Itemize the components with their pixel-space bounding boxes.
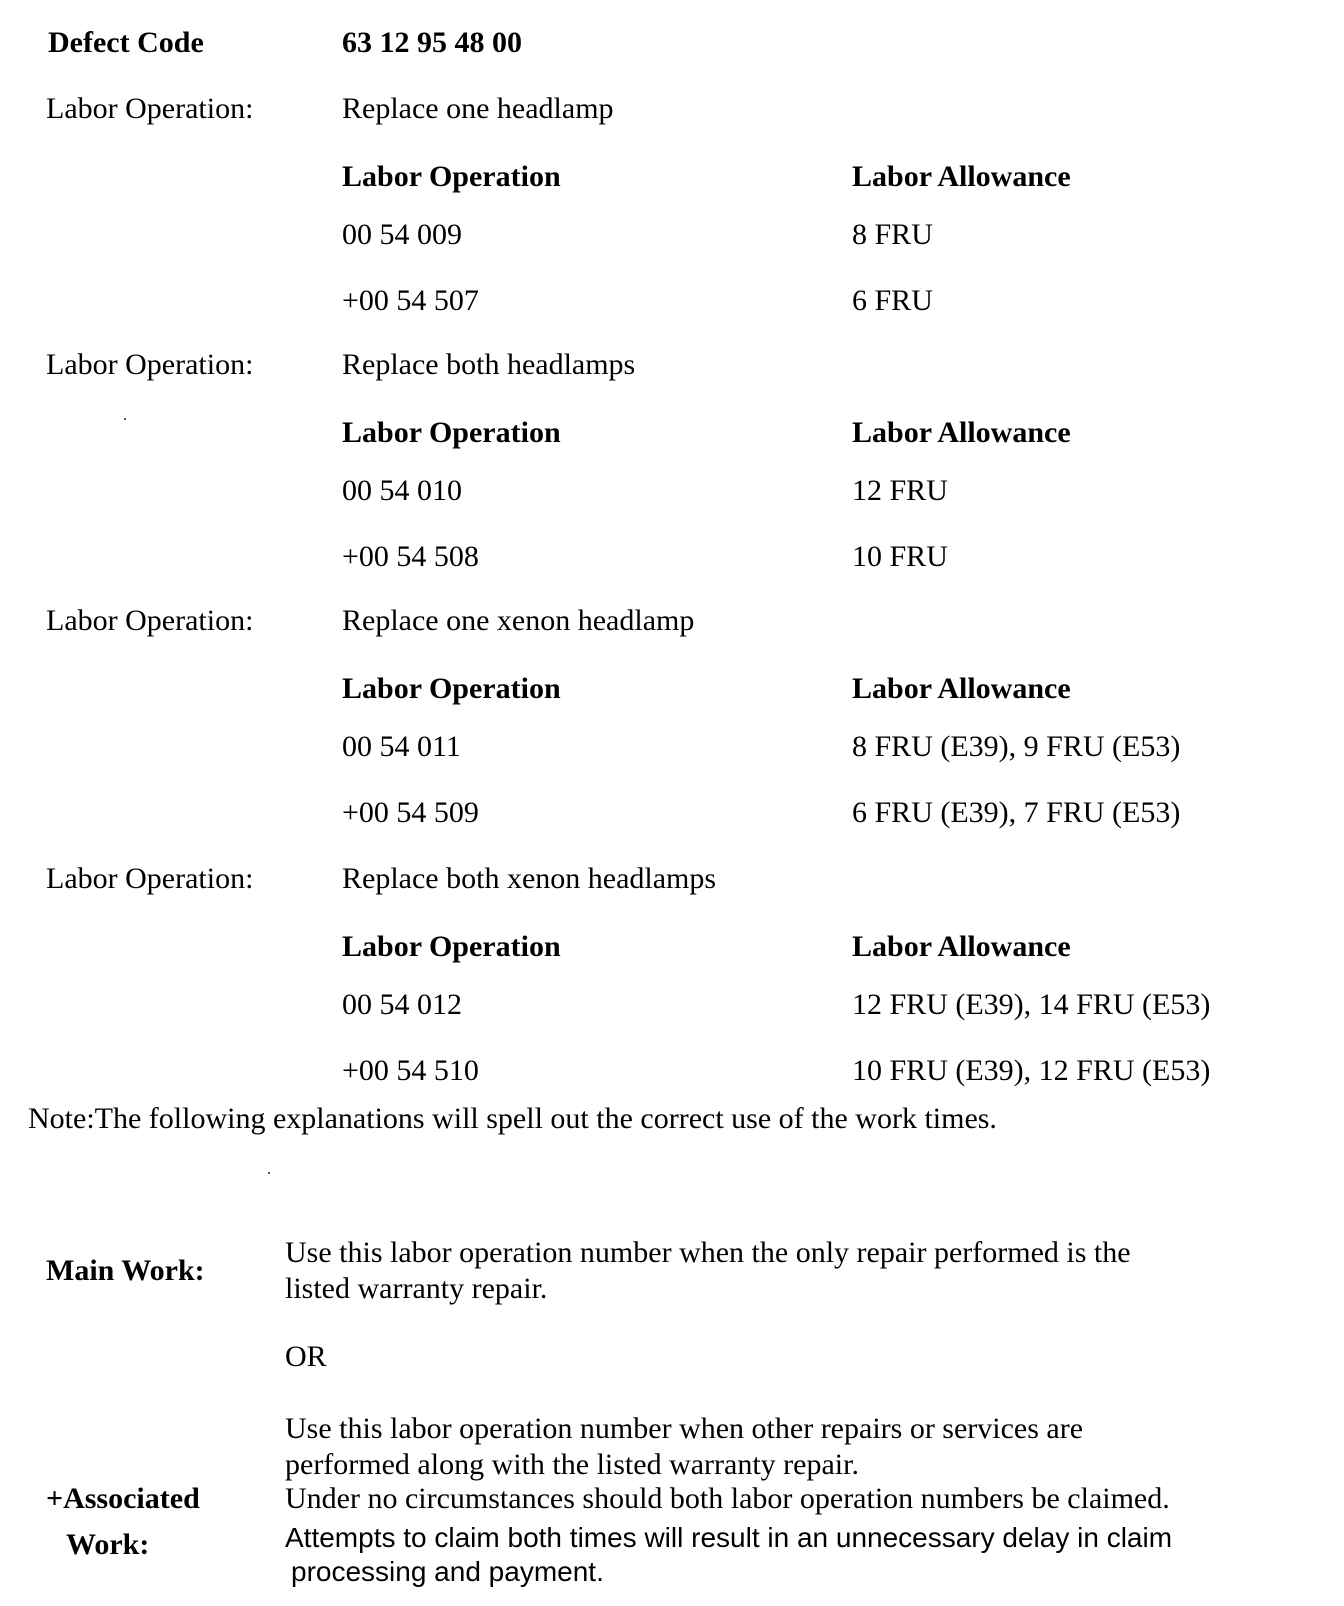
operation-number: +00 54 508	[342, 540, 479, 573]
scan-speck	[268, 1172, 270, 1174]
associated-work-label: +Associated	[46, 1482, 200, 1515]
allowance-value: 8 FRU (E39), 9 FRU (E53)	[852, 730, 1181, 763]
labor-operation-description: Replace both xenon headlamps	[342, 862, 717, 895]
operation-number: 00 54 012	[342, 988, 462, 1021]
operation-number: 00 54 009	[342, 218, 462, 251]
column-header-allowance: Labor Allowance	[852, 160, 1071, 193]
main-work-text: Use this labor operation number when the only repair performed is the	[285, 1236, 1131, 1269]
note-text: Note:The following explanations will spell out the correct use of the work times.	[28, 1102, 997, 1135]
column-header-operation: Labor Operation	[342, 160, 561, 193]
associated-work-label: Work:	[66, 1528, 150, 1561]
column-header-operation: Labor Operation	[342, 416, 561, 449]
allowance-value: 10 FRU	[852, 540, 948, 573]
main-work-text: listed warranty repair.	[285, 1272, 548, 1305]
operation-number: +00 54 509	[342, 796, 479, 829]
column-header-allowance: Labor Allowance	[852, 416, 1071, 449]
or-separator: OR	[285, 1340, 327, 1373]
main-work-text: Use this labor operation number when other repairs or services are	[285, 1412, 1084, 1445]
allowance-value: 6 FRU	[852, 284, 933, 317]
defect-code-value: 63 12 95 48 00	[342, 26, 522, 59]
associated-work-text: Under no circumstances should both labor operation numbers be claimed.	[285, 1482, 1170, 1515]
column-header-allowance: Labor Allowance	[852, 930, 1071, 963]
main-work-label: Main Work:	[46, 1254, 205, 1287]
labor-operation-description: Replace both headlamps	[342, 348, 636, 381]
labor-operation-description: Replace one xenon headlamp	[342, 604, 695, 637]
defect-code-label: Defect Code	[48, 26, 204, 59]
column-header-operation: Labor Operation	[342, 672, 561, 705]
allowance-value: 12 FRU (E39), 14 FRU (E53)	[852, 988, 1211, 1021]
main-work-text: performed along with the listed warranty repair.	[285, 1448, 859, 1481]
labor-operation-label: Labor Operation:	[46, 604, 254, 637]
allowance-value: 10 FRU (E39), 12 FRU (E53)	[852, 1054, 1211, 1087]
labor-operation-description: Replace one headlamp	[342, 92, 614, 125]
operation-number: 00 54 011	[342, 730, 461, 763]
allowance-value: 6 FRU (E39), 7 FRU (E53)	[852, 796, 1181, 829]
allowance-value: 12 FRU	[852, 474, 948, 507]
operation-number: +00 54 507	[342, 284, 479, 317]
associated-work-text: Attempts to claim both times will result in an unnecessary delay in claim	[285, 1522, 1173, 1553]
column-header-allowance: Labor Allowance	[852, 672, 1071, 705]
labor-operation-label: Labor Operation:	[46, 862, 254, 895]
operation-number: +00 54 510	[342, 1054, 479, 1087]
labor-operation-label: Labor Operation:	[46, 92, 254, 125]
operation-number: 00 54 010	[342, 474, 462, 507]
column-header-operation: Labor Operation	[342, 930, 561, 963]
associated-work-text: processing and payment.	[291, 1556, 604, 1587]
allowance-value: 8 FRU	[852, 218, 933, 251]
scan-speck	[124, 418, 126, 420]
labor-operation-label: Labor Operation:	[46, 348, 254, 381]
